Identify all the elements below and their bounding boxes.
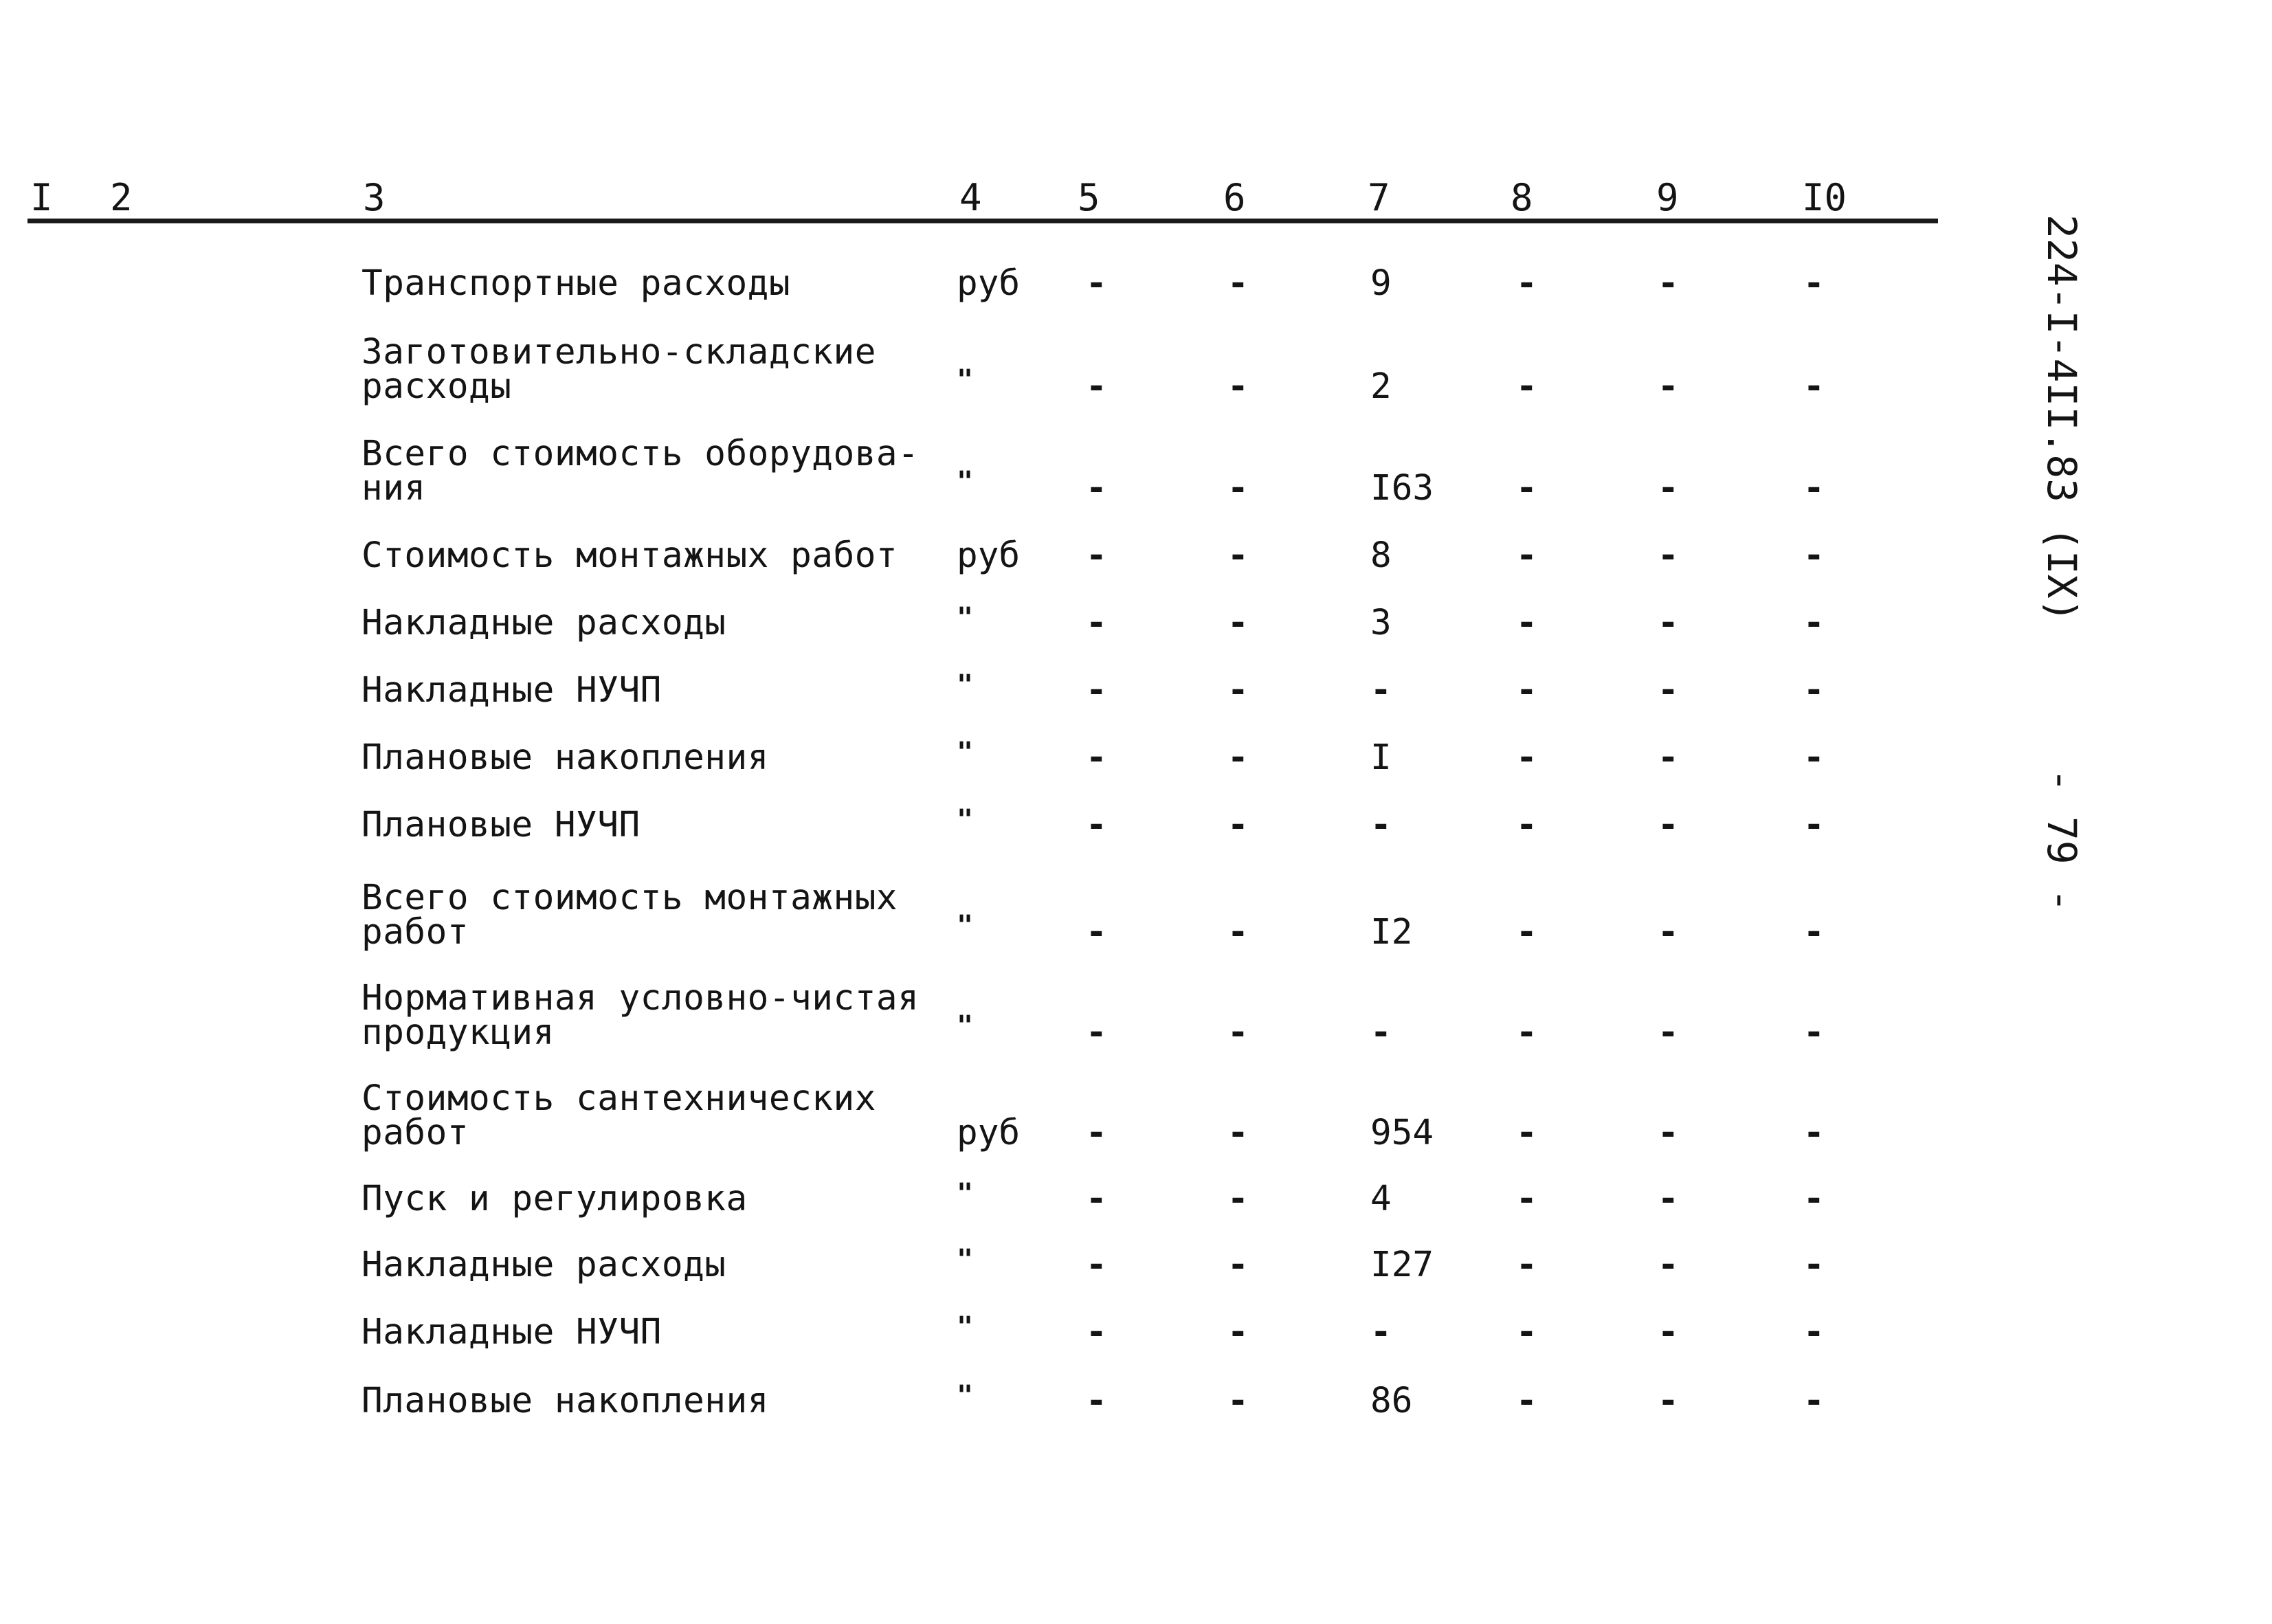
row-name: Транспортные расходы — [361, 263, 791, 304]
column-header-8: 8 — [1511, 176, 1533, 219]
row-col5: - — [1086, 912, 1107, 953]
header-rule — [27, 219, 1938, 223]
row-col5: - — [1086, 535, 1107, 576]
row-col8: - — [1516, 737, 1537, 778]
row-col9: - — [1658, 1312, 1679, 1353]
row-col10: - — [1803, 1245, 1825, 1285]
row-name: Накладные НУЧП — [361, 1312, 662, 1353]
document-code: 224-I-4II.83 (IX) — [2038, 214, 2085, 623]
row-col9: - — [1658, 737, 1679, 778]
row-col7: - — [1370, 1312, 1392, 1353]
row-col8: - — [1516, 366, 1537, 407]
row-col6: - — [1227, 1113, 1249, 1153]
column-header-9: 9 — [1656, 176, 1679, 219]
row-col9: - — [1658, 1179, 1679, 1219]
column-header-4: 4 — [959, 176, 982, 219]
row-col6: - — [1227, 670, 1249, 711]
row-col7: 3 — [1370, 603, 1392, 643]
row-col9: - — [1658, 263, 1679, 304]
row-col10: - — [1803, 263, 1825, 304]
row-name: Стоимость монтажных работ — [361, 535, 898, 576]
column-header-5: 5 — [1078, 176, 1100, 219]
row-unit: " — [957, 1178, 974, 1210]
row-name: Всего стоимость оборудова-ния — [361, 434, 920, 509]
row-col6: - — [1227, 468, 1249, 509]
row-unit: " — [957, 1244, 974, 1276]
row-name: Всего стоимость монтажных работ — [361, 878, 898, 953]
row-col7: - — [1370, 805, 1392, 845]
row-col8: - — [1516, 912, 1537, 953]
row-col9: - — [1658, 603, 1679, 643]
row-col6: - — [1227, 805, 1249, 845]
row-col5: - — [1086, 1245, 1107, 1285]
row-col9: - — [1658, 670, 1679, 711]
row-col7: I63 — [1370, 468, 1434, 509]
row-col7: - — [1370, 670, 1392, 711]
row-unit: " — [957, 804, 974, 836]
page-number: - 79 - — [2038, 768, 2085, 913]
row-col8: - — [1516, 1312, 1537, 1353]
row-col6: - — [1227, 1381, 1249, 1421]
row-col6: - — [1227, 535, 1249, 576]
row-col5: - — [1086, 1113, 1107, 1153]
row-col5: - — [1086, 670, 1107, 711]
row-col6: - — [1227, 263, 1249, 304]
row-col7: I2 — [1370, 912, 1413, 953]
row-col7: I27 — [1370, 1245, 1434, 1285]
row-col9: - — [1658, 912, 1679, 953]
row-name: Накладные НУЧП — [361, 670, 662, 711]
row-col5: - — [1086, 603, 1107, 643]
column-header-1: I — [30, 176, 53, 219]
column-header-3: 3 — [363, 176, 386, 219]
row-col10: - — [1803, 737, 1825, 778]
row-col9: - — [1658, 535, 1679, 576]
row-col7: I — [1370, 737, 1392, 778]
row-col5: - — [1086, 1179, 1107, 1219]
row-col10: - — [1803, 603, 1825, 643]
row-unit: " — [957, 737, 974, 768]
row-col7: 2 — [1370, 366, 1392, 407]
row-col5: - — [1086, 1012, 1107, 1053]
row-col7: 4 — [1370, 1179, 1392, 1219]
row-name: Накладные расходы — [361, 603, 726, 643]
row-col6: - — [1227, 1245, 1249, 1285]
row-unit: " — [957, 364, 974, 396]
row-col7: 8 — [1370, 535, 1392, 576]
row-unit: " — [957, 910, 974, 942]
row-name: Плановые накопления — [361, 1381, 769, 1421]
row-name: Стоимость сантехнических работ — [361, 1078, 876, 1153]
column-header-10: I0 — [1802, 176, 1847, 219]
row-unit: " — [957, 602, 974, 634]
column-header-2: 2 — [110, 176, 133, 219]
row-unit: руб — [957, 1113, 1021, 1153]
row-col9: - — [1658, 805, 1679, 845]
row-unit: руб — [957, 535, 1021, 576]
row-col10: - — [1803, 912, 1825, 953]
row-unit: " — [957, 466, 974, 498]
row-col9: - — [1658, 1245, 1679, 1285]
row-col7: 9 — [1370, 263, 1392, 304]
row-unit: руб — [957, 263, 1021, 304]
row-col8: - — [1516, 1179, 1537, 1219]
row-col9: - — [1658, 1012, 1679, 1053]
row-col10: - — [1803, 805, 1825, 845]
row-col9: - — [1658, 1113, 1679, 1153]
row-col6: - — [1227, 1179, 1249, 1219]
row-col10: - — [1803, 468, 1825, 509]
row-name: Заготовительно-складские расходы — [361, 332, 876, 407]
row-col6: - — [1227, 366, 1249, 407]
row-col5: - — [1086, 263, 1107, 304]
row-col10: - — [1803, 535, 1825, 576]
row-col9: - — [1658, 1381, 1679, 1421]
row-col6: - — [1227, 912, 1249, 953]
row-col8: - — [1516, 603, 1537, 643]
column-header-7: 7 — [1368, 176, 1390, 219]
row-col6: - — [1227, 737, 1249, 778]
row-col7: 954 — [1370, 1113, 1434, 1153]
row-col7: 86 — [1370, 1381, 1413, 1421]
column-header-6: 6 — [1223, 176, 1246, 219]
row-name: Нормативная условно-чистая продукция — [361, 978, 920, 1053]
row-unit: " — [957, 669, 974, 701]
row-col10: - — [1803, 1179, 1825, 1219]
row-unit: " — [957, 1010, 974, 1042]
row-col5: - — [1086, 737, 1107, 778]
row-name: Пуск и регулировка — [361, 1179, 748, 1219]
row-col7: - — [1370, 1012, 1392, 1053]
row-name: Плановые НУЧП — [361, 805, 641, 845]
row-col8: - — [1516, 263, 1537, 304]
row-col9: - — [1658, 366, 1679, 407]
row-col9: - — [1658, 468, 1679, 509]
row-col8: - — [1516, 1012, 1537, 1053]
row-col5: - — [1086, 805, 1107, 845]
row-col5: - — [1086, 1381, 1107, 1421]
row-col10: - — [1803, 1012, 1825, 1053]
row-col5: - — [1086, 1312, 1107, 1353]
row-col8: - — [1516, 535, 1537, 576]
row-col8: - — [1516, 1245, 1537, 1285]
row-col8: - — [1516, 468, 1537, 509]
row-col5: - — [1086, 366, 1107, 407]
row-col8: - — [1516, 805, 1537, 845]
row-col10: - — [1803, 366, 1825, 407]
row-col6: - — [1227, 1312, 1249, 1353]
row-col10: - — [1803, 1312, 1825, 1353]
row-col10: - — [1803, 1381, 1825, 1421]
row-col6: - — [1227, 1012, 1249, 1053]
row-col10: - — [1803, 670, 1825, 711]
row-name: Плановые накопления — [361, 737, 769, 778]
row-unit: " — [957, 1311, 974, 1343]
row-col10: - — [1803, 1113, 1825, 1153]
row-col6: - — [1227, 603, 1249, 643]
row-name: Накладные расходы — [361, 1245, 726, 1285]
row-col8: - — [1516, 670, 1537, 711]
row-col5: - — [1086, 468, 1107, 509]
row-unit: " — [957, 1380, 974, 1412]
row-col8: - — [1516, 1113, 1537, 1153]
row-col8: - — [1516, 1381, 1537, 1421]
